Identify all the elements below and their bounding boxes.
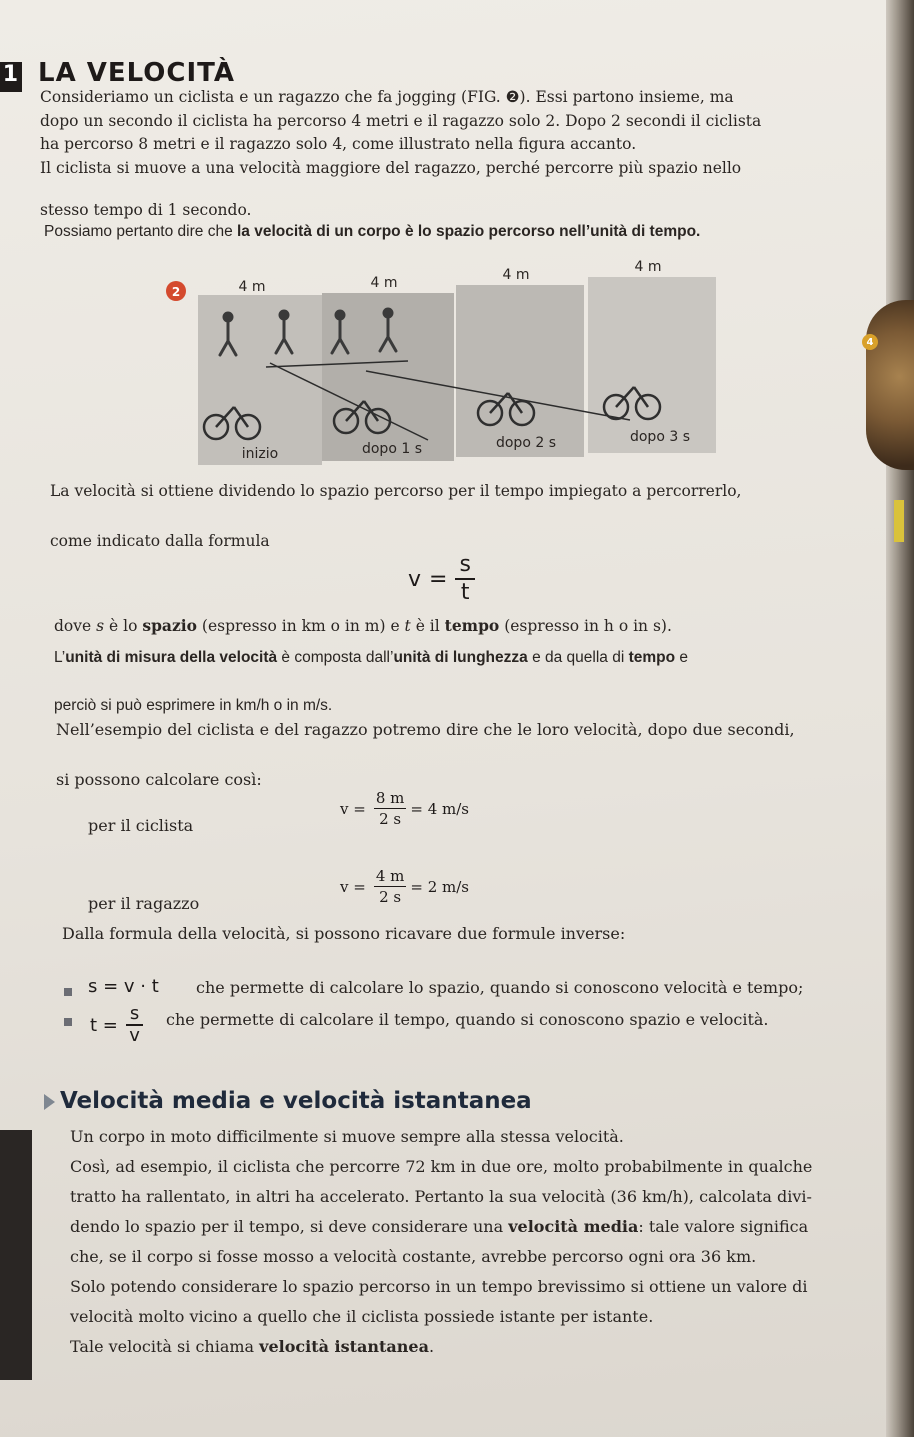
distance-label: 4 m <box>634 259 662 275</box>
panel-label: dopo 2 s <box>495 435 557 451</box>
distance-label: 4 m <box>238 279 266 295</box>
tab-marker <box>894 500 904 542</box>
final-paragraph <box>70 1122 890 1362</box>
figure-cyclist-runner <box>160 255 720 465</box>
example-denominator: 2 s <box>379 888 402 906</box>
example-label-boy: per il ragazzo <box>88 894 200 913</box>
inverse-formula-time: t = $\frac{s}{v}$ <box>90 1004 143 1046</box>
final-line: Solo potendo considerare lo spazio percorso in un tempo brevissimo si ottiene un valore di <box>70 1277 808 1296</box>
figure-illustration <box>160 255 720 465</box>
formula-intro-line: come indicato dalla formula <box>50 532 270 550</box>
page-edge <box>886 0 914 1437</box>
final-line: che, se il corpo si fosse mosso a velocità costante, avrebbe percorso ogni ora 36 km. <box>70 1247 757 1266</box>
unit-text-line2: perciò si può esprimere in km/h o in m/s. <box>54 697 333 714</box>
example-denominator: 2 s <box>379 810 402 828</box>
section-title: LA VELOCITÀ <box>38 58 235 88</box>
intro-line: ha percorso 8 metri e il ragazzo solo 4, come illustrato nella figura accanto. <box>40 135 637 153</box>
final-line: velocità molto vicino a quello che il ciclista possiede istante per istante. <box>70 1307 654 1326</box>
final-line: tratto ha rallentato, in altri ha accelerato. Pertanto la sua velocità (36 km/h), calcolata divi- <box>70 1187 812 1206</box>
margin-bar <box>0 1130 32 1380</box>
intro-line: Consideriamo un ciclista e un ragazzo che fa jogging (FIG. ❷). Essi partono insieme, ma <box>40 88 734 106</box>
example-numerator: 8 m <box>375 789 405 807</box>
formula-denominator: t <box>460 580 470 605</box>
formula-lhs: v <box>408 566 422 592</box>
intro-line: stesso tempo di 1 secondo. <box>40 201 252 219</box>
panel-2s <box>456 285 584 457</box>
unit-text: L’unità di misura della velocità è composta dall’unità di lunghezza e da quella di tempo e <box>54 649 689 666</box>
side-badge: 4 <box>862 334 878 350</box>
inverse-text-space: che permette di calcolare lo spazio, quando si conoscono velocità e tempo; <box>196 978 804 997</box>
panel-3s <box>588 277 716 453</box>
panel-label: dopo 1 s <box>361 441 423 457</box>
final-line: Così, ad esempio, il ciclista che percorre 72 km in due ore, molto probabilmente in qualche <box>70 1157 813 1176</box>
formula-fraction <box>455 552 474 606</box>
distance-label: 4 m <box>370 275 398 291</box>
intro-line: Il ciclista si muove a una velocità maggiore del ragazzo, perché percorre più spazio nello <box>40 159 742 177</box>
panel-label: dopo 3 s <box>629 429 691 445</box>
subsection-arrow-icon <box>44 1094 55 1110</box>
inverse-text-time: che permette di calcolare il tempo, quando si conoscono spazio e velocità. <box>166 1010 769 1029</box>
example-line: si possono calcolare così: <box>56 770 262 789</box>
final-line: Tale velocità si chiama velocità istantanea. <box>70 1337 435 1356</box>
definition-text: Possiamo pertanto dire che la velocità di un corpo è lo spazio percorso nell’unità di tempo. <box>44 223 701 240</box>
inverse-intro: Dalla formula della velocità, si possono ricavare due formule inverse: <box>62 924 626 943</box>
final-line: dendo lo spazio per il tempo, si deve considerare una velocità media: tale valore significa <box>70 1217 809 1236</box>
example-result: = 2 m/s <box>410 877 469 896</box>
side-decoration <box>866 300 914 470</box>
figure-number: 2 <box>171 285 181 299</box>
example-formula-cyclist: v = $\frac{8 m}{2 s}$ = 4 m/s <box>340 789 469 828</box>
bullet <box>64 1018 72 1026</box>
inverse-formula-space: s = v · t <box>88 976 159 997</box>
example-numerator: 4 m <box>375 867 405 885</box>
example-line: Nell’esempio del ciclista e del ragazzo potremo dire che le loro velocità, dopo due secondi, <box>56 720 795 739</box>
velocity-formula <box>408 552 475 606</box>
distance-label: 4 m <box>502 267 530 283</box>
example-label-cyclist: per il ciclista <box>88 816 194 835</box>
bullet <box>64 988 72 996</box>
panel-label: inizio <box>241 446 279 462</box>
formula-numerator: s <box>455 552 474 580</box>
example-formula-boy: v = $\frac{4 m}{2 s}$ = 2 m/s <box>340 867 469 906</box>
formula-intro-line: La velocità si ottiene dividendo lo spazio percorso per il tempo impiegato a percorrerlo, <box>50 482 742 500</box>
section-number: 1 <box>0 62 22 92</box>
subsection-title: Velocità media e velocità istantanea <box>60 1088 532 1114</box>
final-line: Un corpo in moto difficilmente si muove sempre alla stessa velocità. <box>70 1127 624 1146</box>
intro-line: dopo un secondo il ciclista ha percorso 4 metri e il ragazzo solo 2. Dopo 2 secondi il ciclista <box>40 112 762 130</box>
formula-eq: = <box>429 566 448 592</box>
example-result: = 4 m/s <box>410 799 469 818</box>
where-text: dove s è lo spazio (espresso in km o in m) e t è il tempo (espresso in h o in s). <box>54 616 672 635</box>
